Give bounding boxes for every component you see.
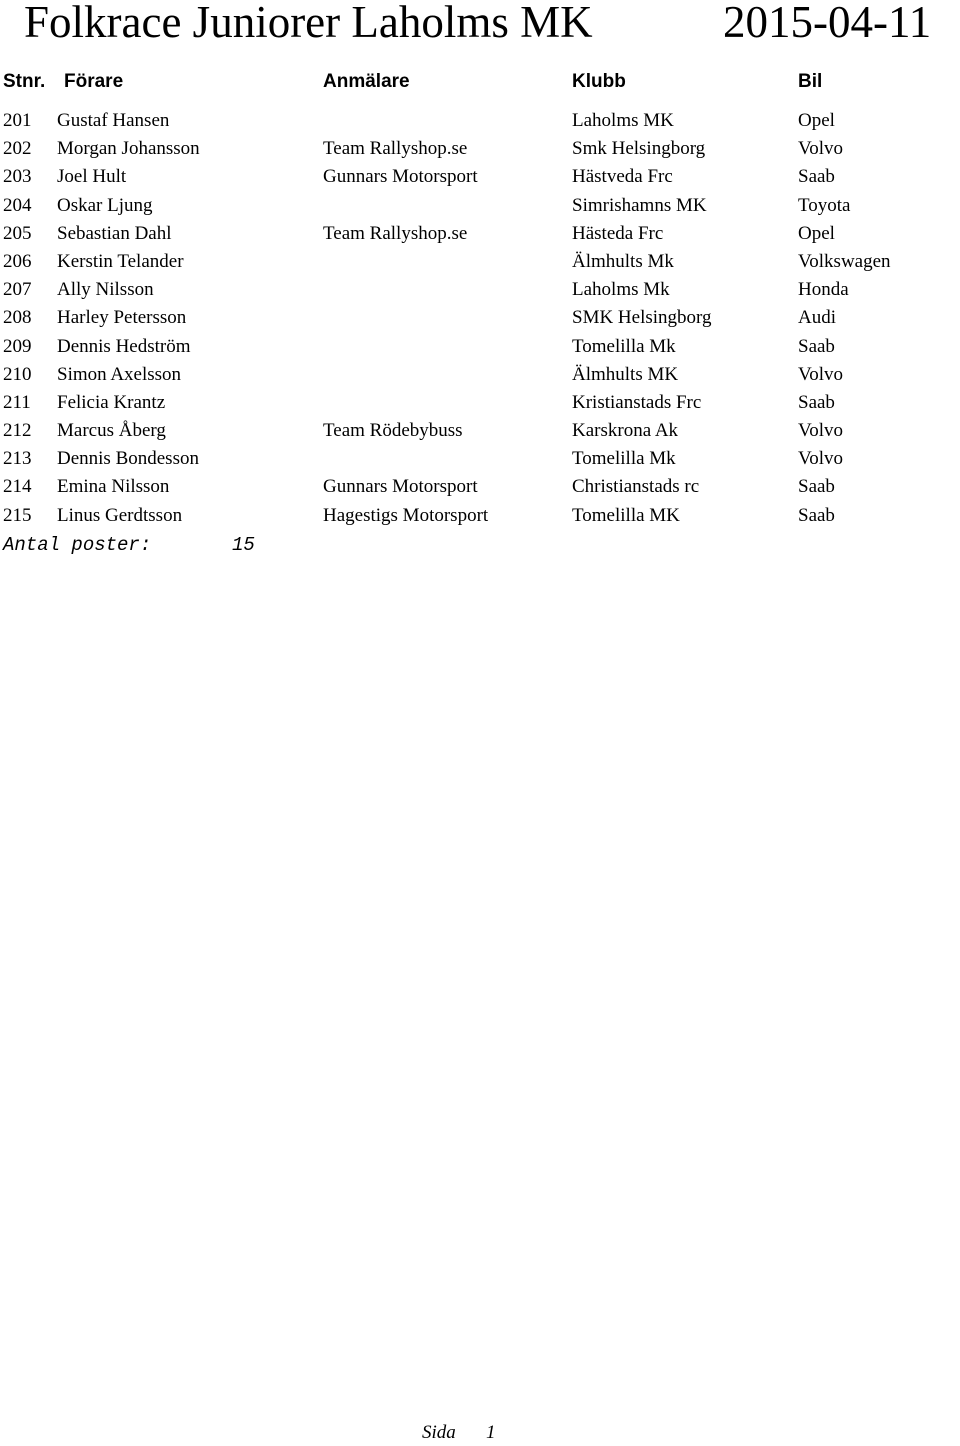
table-row bbox=[0, 417, 960, 445]
cell-anmalare: Hagestigs Motorsport bbox=[323, 504, 489, 526]
cell-forare: Emina Nilsson bbox=[57, 476, 170, 498]
cell-klubb: Simrishamns MK bbox=[572, 194, 707, 216]
cell-klubb: Laholms Mk bbox=[572, 279, 670, 301]
cell-klubb: Karskrona Ak bbox=[572, 420, 679, 442]
cell-bil: Opel bbox=[798, 110, 835, 131]
cell-bil: Toyota bbox=[798, 194, 851, 216]
document-title: Folkrace Juniorer Laholms MK bbox=[24, 0, 593, 47]
cell-stnr: 205 bbox=[3, 222, 32, 244]
table-row bbox=[0, 473, 960, 501]
cell-forare: Oskar Ljung bbox=[57, 194, 153, 216]
cell-bil: Saab bbox=[798, 166, 835, 188]
cell-klubb: Tomelilla Mk bbox=[572, 335, 676, 357]
cell-bil: Saab bbox=[798, 504, 835, 526]
cell-bil: Volvo bbox=[798, 138, 844, 160]
cell-stnr: 202 bbox=[3, 138, 32, 160]
cell-klubb: Älmhults Mk bbox=[572, 250, 674, 272]
table-row bbox=[0, 333, 960, 361]
entry-count-value: 15 bbox=[232, 534, 255, 556]
table-row bbox=[0, 389, 960, 417]
column-header-anmalare: Anmälare bbox=[323, 71, 410, 92]
cell-stnr: 211 bbox=[3, 391, 31, 413]
cell-klubb: Hästveda Frc bbox=[572, 166, 673, 188]
cell-anmalare: Team Rallyshop.se bbox=[323, 222, 468, 244]
table-row bbox=[0, 248, 960, 276]
table-row bbox=[0, 445, 960, 473]
cell-forare: Harley Petersson bbox=[57, 307, 187, 329]
cell-anmalare: Team Rallyshop.se bbox=[323, 138, 468, 160]
cell-bil: Saab bbox=[798, 476, 835, 498]
cell-forare: Marcus Åberg bbox=[57, 420, 166, 442]
page-number: 1 bbox=[486, 1422, 496, 1443]
table-row bbox=[0, 502, 960, 530]
cell-forare: Linus Gerdtsson bbox=[57, 504, 183, 526]
document-date: 2015-04-11 bbox=[723, 0, 932, 47]
cell-forare: Simon Axelsson bbox=[57, 363, 182, 385]
cell-klubb: Tomelilla Mk bbox=[572, 448, 676, 470]
cell-stnr: 203 bbox=[3, 166, 32, 188]
cell-stnr: 204 bbox=[3, 194, 32, 216]
cell-bil: Saab bbox=[798, 335, 835, 357]
cell-forare: Ally Nilsson bbox=[57, 279, 154, 301]
table-row bbox=[0, 192, 960, 220]
cell-forare: Dennis Hedström bbox=[57, 335, 191, 357]
cell-stnr: 215 bbox=[3, 504, 32, 526]
cell-bil: Opel bbox=[798, 222, 835, 244]
cell-bil: Volkswagen bbox=[798, 250, 891, 272]
entry-count-label: Antal poster: bbox=[3, 534, 152, 556]
entry-list bbox=[0, 107, 960, 530]
table-row bbox=[0, 304, 960, 332]
cell-klubb: Christianstads rc bbox=[572, 476, 700, 498]
column-header-klubb: Klubb bbox=[572, 71, 626, 92]
cell-anmalare: Gunnars Motorsport bbox=[323, 166, 478, 188]
cell-bil: Volvo bbox=[798, 420, 844, 442]
column-header-stnr: Stnr. bbox=[3, 71, 46, 92]
column-header-forare: Förare bbox=[64, 71, 124, 92]
cell-bil: Honda bbox=[798, 279, 849, 301]
cell-forare: Sebastian Dahl bbox=[57, 222, 172, 244]
table-row bbox=[0, 220, 960, 248]
table-row bbox=[0, 163, 960, 191]
cell-stnr: 210 bbox=[3, 363, 32, 385]
cell-stnr: 213 bbox=[3, 448, 32, 470]
cell-stnr: 208 bbox=[3, 307, 32, 329]
cell-bil: Audi bbox=[798, 307, 836, 329]
cell-bil: Volvo bbox=[798, 448, 844, 470]
cell-klubb: Laholms MK bbox=[572, 110, 674, 131]
table-row bbox=[0, 107, 960, 135]
cell-stnr: 212 bbox=[3, 420, 32, 442]
table-row bbox=[0, 361, 960, 389]
cell-anmalare: Team Rödebybuss bbox=[323, 420, 463, 442]
cell-klubb: Tomelilla MK bbox=[572, 504, 680, 526]
page-label: Sida bbox=[422, 1422, 456, 1443]
cell-forare: Dennis Bondesson bbox=[57, 448, 199, 470]
title-row bbox=[24, 0, 960, 50]
table-header bbox=[0, 69, 960, 95]
cell-klubb: Hästeda Frc bbox=[572, 222, 664, 244]
cell-klubb: Älmhults MK bbox=[572, 363, 679, 385]
cell-forare: Kerstin Telander bbox=[57, 250, 184, 272]
cell-klubb: SMK Helsingborg bbox=[572, 307, 712, 329]
cell-forare: Felicia Krantz bbox=[57, 391, 166, 413]
cell-forare: Joel Hult bbox=[57, 166, 127, 188]
table-row bbox=[0, 135, 960, 163]
cell-anmalare: Gunnars Motorsport bbox=[323, 476, 478, 498]
cell-klubb: Kristianstads Frc bbox=[572, 391, 702, 413]
column-header-bil: Bil bbox=[798, 71, 823, 92]
table-row bbox=[0, 276, 960, 304]
cell-stnr: 214 bbox=[3, 476, 32, 498]
cell-stnr: 209 bbox=[3, 335, 32, 357]
cell-stnr: 206 bbox=[3, 250, 32, 272]
cell-forare: Gustaf Hansen bbox=[57, 110, 170, 131]
cell-bil: Volvo bbox=[798, 363, 844, 385]
cell-klubb: Smk Helsingborg bbox=[572, 138, 706, 160]
cell-bil: Saab bbox=[798, 391, 835, 413]
cell-stnr: 207 bbox=[3, 279, 32, 301]
cell-forare: Morgan Johansson bbox=[57, 138, 200, 160]
cell-stnr: 201 bbox=[3, 110, 32, 131]
